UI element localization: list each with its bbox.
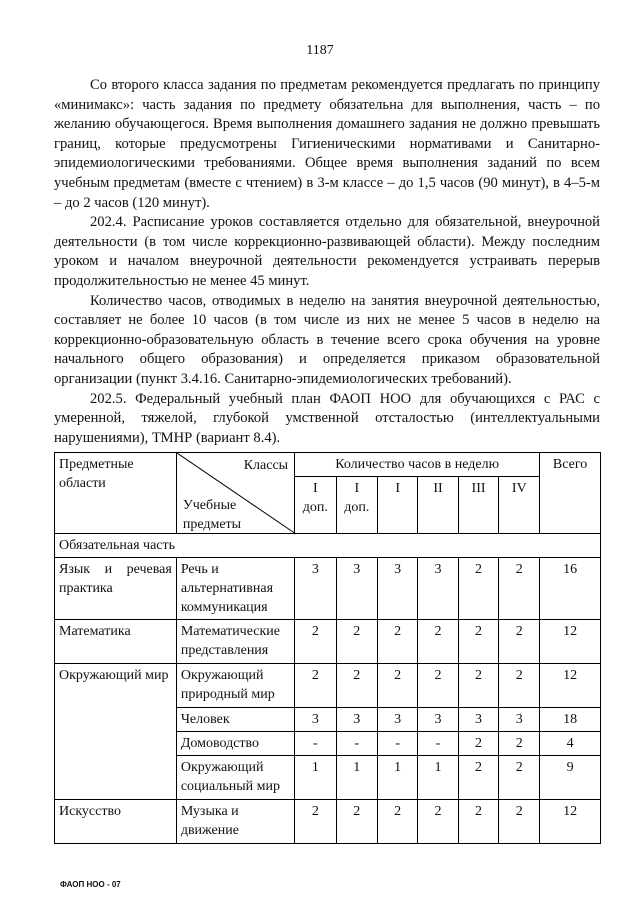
row-subject: Человек — [176, 708, 294, 732]
paragraph: Со второго класса задания по предметам рекомендуется предлагать по принципу «минимакс»: часть задания по предмету обязательна для выполнения, часть – по желанию обучающегося. Время выполнения домашнего задания не должно превышать границ, которые предусмотрены Гигиеническими нормативами и Санитарно-эпидемиологическими требованиями. Общее время выполнения заданий по всем учебным предметам (вместе с чтением) в 3-м классе – до 1,5 часов (90 минут), в 4–5-м – до 2 часов (120 минут). — [54, 77, 600, 211]
row-hours: 3 — [295, 708, 336, 732]
row-hours: 2 — [295, 620, 336, 664]
row-hours: 2 — [336, 620, 377, 664]
row-subject: Речь и альтернативная коммуникация — [176, 558, 294, 620]
row-hours: 3 — [499, 708, 540, 732]
row-total: 12 — [540, 664, 601, 708]
row-hours: 3 — [336, 558, 377, 620]
row-hours: 3 — [458, 708, 499, 732]
row-hours: 2 — [458, 558, 499, 620]
row-hours: 2 — [458, 732, 499, 756]
grade-column — [378, 477, 418, 534]
grade-roman: I — [395, 481, 400, 497]
row-hours: - — [378, 732, 418, 756]
row-hours: 2 — [499, 756, 540, 800]
row-hours: 2 — [295, 800, 336, 844]
row-total: 9 — [540, 756, 601, 800]
header-subject-areas: Предметные области — [55, 453, 177, 534]
row-hours: 2 — [336, 664, 377, 708]
header-classes: Классы — [243, 458, 289, 473]
row-subject: Окружающий социальный мир — [176, 756, 294, 800]
row-hours: 2 — [378, 800, 418, 844]
row-total: 18 — [540, 708, 601, 732]
row-hours: - — [295, 732, 336, 756]
paragraph: 202.5. Федеральный учебный план ФАОП НОО для обучающихся с РАС с умеренной, тяжелой, глубокой умственной отсталостью (интеллектуальными нарушениями), ТМНР (вариант 8.4). — [54, 390, 600, 446]
row-area: Искусство — [55, 800, 177, 844]
paragraph: 202.4. Расписание уроков составляется отдельно для обязательной, внеурочной деятельности (в том числе коррекционно-развивающей области). Между последним уроком и началом внеурочной деятельности рекомендуется устраивать перерыв продолжительностью не менее 45 минут. — [54, 214, 600, 289]
row-hours: - — [418, 732, 458, 756]
row-hours: 2 — [458, 800, 499, 844]
row-total: 12 — [540, 620, 601, 664]
row-hours: 3 — [418, 708, 458, 732]
row-total: 16 — [540, 558, 601, 620]
row-hours: 2 — [378, 620, 418, 664]
row-hours: 1 — [336, 756, 377, 800]
row-hours: 1 — [295, 756, 336, 800]
section-title: Обязательная часть — [55, 534, 601, 558]
row-hours: 2 — [458, 664, 499, 708]
paragraph: Количество часов, отводимых в неделю на занятия внеурочной деятельностью, составляет не более 10 часов (в том числе из них не менее 5 часов в неделю на коррекционно-образовательную область в течение всего срока обучения на уровне начального общего образования) и определяется приказом образовательной организации (пункт 3.4.16. Санитарно-эпидемиологических требований). — [54, 292, 600, 387]
grade-column — [418, 477, 458, 534]
row-hours: 2 — [499, 800, 540, 844]
row-hours: 2 — [418, 620, 458, 664]
footer-label: ФАОП НОО - 07 — [60, 880, 121, 889]
row-subject: Окружающий природный мир — [176, 664, 294, 708]
header-subjects: Учебные предметы — [182, 498, 242, 532]
grade-roman: III — [471, 481, 486, 497]
row-hours: 3 — [378, 558, 418, 620]
row-hours: 2 — [458, 620, 499, 664]
row-area: Язык и речевая практика — [55, 558, 177, 620]
row-hours: 3 — [295, 558, 336, 620]
row-total: 12 — [540, 800, 601, 844]
header-total: Всего — [540, 453, 601, 534]
grade-roman: I — [312, 481, 318, 497]
row-subject: Музыка и движение — [176, 800, 294, 844]
row-subject: Домоводство — [176, 732, 294, 756]
row-total: 4 — [540, 732, 601, 756]
row-hours: 3 — [336, 708, 377, 732]
row-hours: 2 — [418, 664, 458, 708]
row-hours: 2 — [295, 664, 336, 708]
grade-roman: I — [354, 481, 360, 497]
row-hours: 3 — [418, 558, 458, 620]
row-hours: 2 — [458, 756, 499, 800]
row-hours: 2 — [418, 800, 458, 844]
grade-roman: II — [433, 481, 443, 497]
row-hours: 2 — [499, 620, 540, 664]
row-hours: 2 — [378, 664, 418, 708]
row-area: Окружающий мир — [55, 664, 177, 800]
page-number: 1187 — [306, 43, 334, 58]
row-hours: 2 — [499, 664, 540, 708]
row-hours: 2 — [499, 732, 540, 756]
header-hours-per-week: Количество часов в неделю — [295, 453, 540, 477]
grade-column — [336, 477, 377, 534]
row-hours: 2 — [336, 800, 377, 844]
row-area: Математика — [55, 620, 177, 664]
grade-column — [295, 477, 336, 534]
row-hours: 1 — [378, 756, 418, 800]
grade-note: доп. — [302, 500, 328, 516]
row-hours: 1 — [418, 756, 458, 800]
header-diagonal-cell — [176, 453, 294, 534]
body-text — [54, 76, 600, 448]
row-hours: - — [336, 732, 377, 756]
grade-roman: IV — [511, 481, 527, 497]
row-hours: 2 — [499, 558, 540, 620]
grade-note: доп. — [344, 500, 370, 516]
grade-column — [458, 477, 499, 534]
row-subject: Математические представления — [176, 620, 294, 664]
row-hours: 3 — [378, 708, 418, 732]
grade-column — [499, 477, 540, 534]
curriculum-table — [54, 452, 601, 844]
